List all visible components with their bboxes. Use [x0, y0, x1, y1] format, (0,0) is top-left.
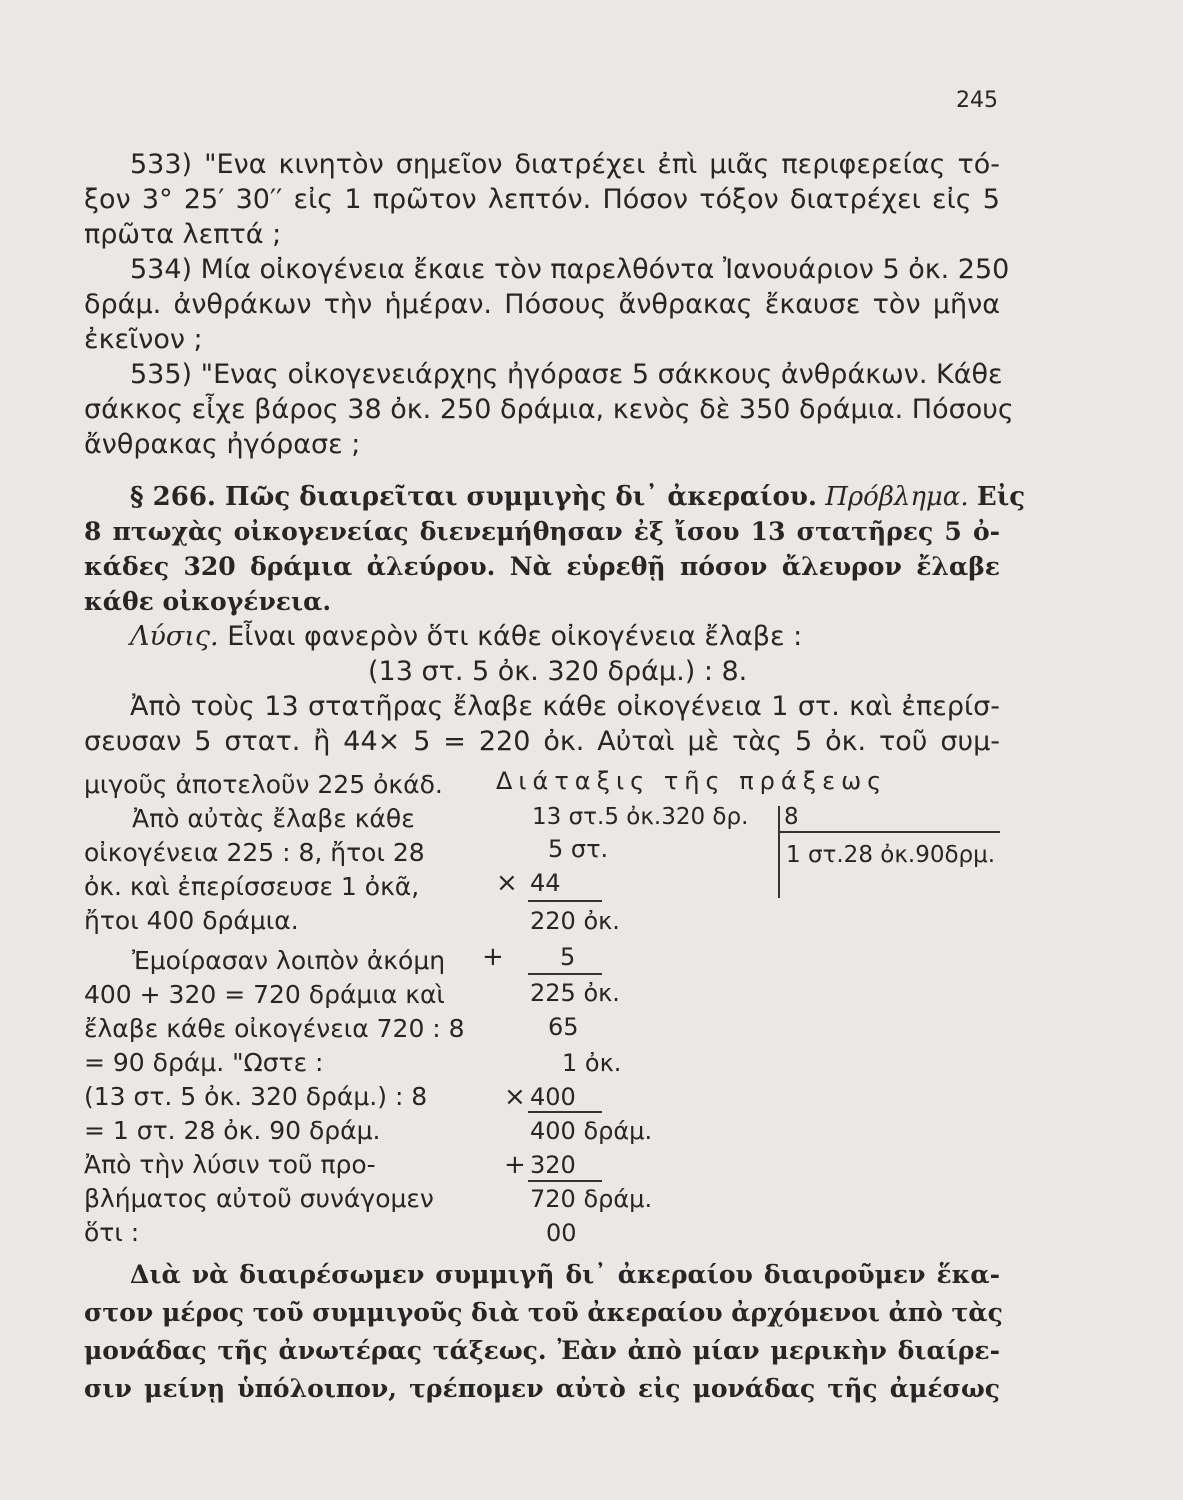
division-horizontal-rule: [778, 831, 1000, 833]
problem-number: 533: [130, 149, 182, 180]
left-col-line: ἔλαβε κάθε οἰκογένεια 720 : 8: [84, 1014, 465, 1043]
section-heading-line: [130, 480, 1026, 514]
rule-line-3: μονάδας τῆς ἀνωτέρας τάξεως. Ἐὰν ἀπὸ μίαν μερικὴν διαίρε-: [84, 1336, 1000, 1365]
rule-line-2: στον μέρος τοῦ συμμιγοῦς διὰ τοῦ ἀκεραίου ἀρχόμενοι ἀπὸ τὰς: [84, 1298, 1003, 1327]
rule-line-4: σιν μείνῃ ὑπόλοιπον, τρέπομεν αὐτὸ εἰς μονάδας τῆς ἀμέσως: [84, 1374, 1000, 1403]
work-operator: +: [504, 1150, 526, 1180]
work-operator: +: [482, 942, 504, 972]
work-value: 320: [530, 1151, 576, 1179]
work-value: 00: [546, 1219, 577, 1247]
problem-533-line-2: ξον 3° 25′ 30′′ εἰς 1 πρῶτον λεπτόν. Πόσον τόξον διατρέχει εἰς 5: [84, 184, 1000, 215]
solution-line-3: Ἀπὸ τοὺς 13 στατῆρας ἔλαβε κάθε οἰκογένεια 1 στ. καὶ ἐπερίσ-: [130, 691, 1000, 722]
work-value: 5: [560, 943, 576, 971]
problem-text: Μία οἰκογένεια ἔκαιε τὸν παρελθόντα Ἰανουάριον 5 ὀκ. 250: [200, 254, 1010, 285]
left-col-line: βλήματος αὐτοῦ συνάγομεν: [84, 1184, 434, 1213]
left-col-line: 400 + 320 = 720 δράμια καὶ: [84, 980, 445, 1009]
left-col-line: (13 στ. 5 ὀκ. 320 δράμ.) : 8: [84, 1082, 428, 1111]
work-value: 44: [530, 869, 561, 897]
problem-535-line-2: σάκκος εἶχε βάρος 38 ὀκ. 250 δράμια, κενὸς δὲ 350 δράμια. Πόσους: [84, 394, 1014, 425]
problem-534-line-1: 534) Μία οἰκογένεια ἔκαιε τὸν παρελθόντα Ἰανουάριον 5 ὀκ. 250: [130, 254, 1010, 285]
dividend: 13 στ.5 ὀκ.320 δρ.: [532, 804, 749, 830]
left-col-line: Ἀπὸ τὴν λύσιν τοῦ προ-: [84, 1150, 376, 1179]
problem-534-line-3: ἐκεῖνον ;: [84, 324, 203, 355]
left-col-line: ὅτι :: [84, 1218, 140, 1247]
problem-text: "Ενας οἰκογενειάρχης ἠγόρασε 5 σάκκους ἀνθράκων. Κάθε: [200, 359, 1003, 390]
section-text: Εἰς: [976, 482, 1026, 512]
solution-line-1: [130, 620, 802, 654]
problem-number: 535: [130, 359, 182, 390]
problem-533-line-3: πρῶτα λεπτά ;: [84, 219, 282, 250]
work-operator: ×: [496, 868, 518, 898]
work-value: 5 στ.: [548, 835, 609, 863]
work-rule: [528, 1111, 602, 1113]
problem-535-line-1: 535) "Ενας οἰκογενειάρχης ἠγόρασε 5 σάκκους ἀνθράκων. Κάθε: [130, 359, 1003, 390]
problem-label: Πρόβλημα.: [825, 482, 969, 512]
problem-533-line-1: 533) "Ενα κινητὸν σημεῖον διατρέχει ἐπὶ μιᾶς περιφερείας τό-: [130, 149, 1000, 180]
page-number: 245: [956, 88, 998, 113]
work-value: 220 ὀκ.: [530, 907, 620, 935]
solution-formula: (13 στ. 5 ὀκ. 320 δράμ.) : 8.: [368, 656, 748, 687]
quotient: 1 στ.28 ὀκ.90δρμ.: [786, 842, 996, 868]
left-col-line: ἤτοι 400 δράμια.: [84, 906, 299, 935]
work-value: 400 δράμ.: [530, 1117, 653, 1145]
solution-label: Λύσις.: [130, 621, 219, 652]
section-heading: § 266. Πῶς διαιρεῖται συμμιγὴς δι᾿ ἀκεραίου.: [130, 482, 817, 512]
left-col-line: = 90 δράμ. "Ωστε :: [84, 1048, 324, 1077]
left-col-line: ὀκ. καὶ ἐπερίσσευσε 1 ὀκᾶ,: [84, 872, 420, 901]
work-value: 720 δράμ.: [530, 1185, 653, 1213]
problem-535-line-3: ἄνθρακας ἠγόρασε ;: [84, 429, 361, 460]
division-vertical-rule: [778, 806, 780, 898]
left-col-line: μιγοῦς ἀποτελοῦν 225 ὀκάδ.: [84, 770, 443, 799]
left-col-line: Ἐμοίρασαν λοιπὸν ἀκόμη: [132, 946, 446, 975]
left-col-line: οἰκογένεια 225 : 8, ἤτοι 28: [84, 838, 425, 867]
work-value: 225 ὀκ.: [530, 979, 620, 1007]
section-line-3: κάδες 320 δράμια ἀλεύρου. Νὰ εὑρεθῇ πόσον ἄλευρον ἔλαβε: [84, 552, 1000, 581]
work-rule: [528, 900, 602, 902]
left-col-line: Ἀπὸ αὐτὰς ἔλαβε κάθε: [132, 804, 415, 833]
work-operator: ×: [504, 1082, 526, 1112]
section-line-2: 8 πτωχὰς οἰκογενείας διενεμήθησαν ἐξ ἴσου 13 στατῆρες 5 ὀ-: [84, 517, 1000, 546]
problem-534-line-2: δράμ. ἀνθράκων τὴν ἡμέραν. Πόσους ἄνθρακας ἔκαυσε τὸν μῆνα: [84, 289, 1000, 320]
work-rule: [528, 973, 602, 975]
problem-text: "Ενα κινητὸν σημεῖον διατρέχει ἐπὶ μιᾶς περιφερείας τό-: [204, 149, 1000, 180]
problem-number: 534: [130, 254, 182, 285]
left-col-line: = 1 στ. 28 ὀκ. 90 δράμ.: [84, 1116, 381, 1145]
solution-line-4: σευσαν 5 στατ. ἢ 44× 5 = 220 ὀκ. Αὐταὶ μὲ τὰς 5 ὀκ. τοῦ συμ-: [84, 726, 1000, 757]
layout-title: Διάταξις τῆς πράξεως: [496, 767, 888, 795]
work-value: 1 ὀκ.: [562, 1049, 622, 1077]
work-value: 400: [530, 1083, 576, 1111]
solution-text: Εἶναι φανερὸν ὅτι κάθε οἰκογένεια ἔλαβε :: [227, 621, 803, 652]
section-line-4: κάθε οἰκογένεια.: [84, 587, 332, 616]
divisor: 8: [784, 804, 799, 830]
work-value: 65: [548, 1013, 579, 1041]
rule-line-1: Διὰ νὰ διαιρέσωμεν συμμιγῆ δι᾿ ἀκεραίου διαιροῦμεν ἕκα-: [130, 1260, 1000, 1289]
